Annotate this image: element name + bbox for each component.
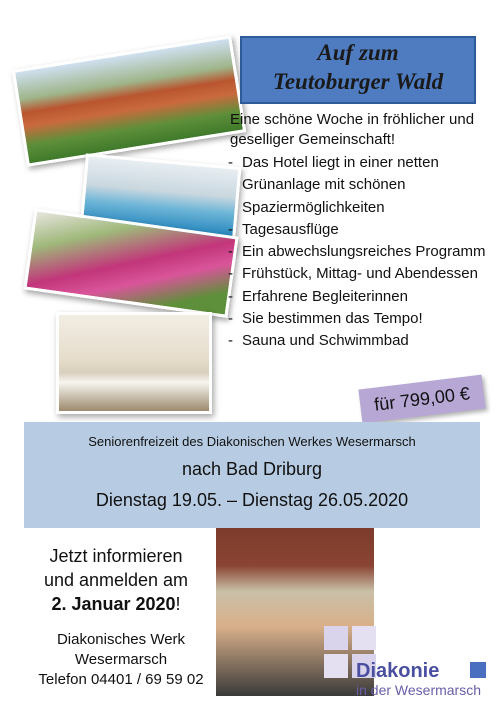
title-line-1: Auf zum	[317, 40, 399, 65]
date-suffix: !	[175, 594, 181, 614]
feature-item: - Ein abwechslungsreiches Programm	[228, 241, 490, 263]
contact-org-2: Wesermarsch	[74, 651, 168, 668]
feature-item: - Das Hotel liegt in einer netten Grünanlage mit schönen Spaziermöglichkeiten	[228, 152, 490, 219]
logo-mark-icon	[470, 662, 486, 678]
logo-name: Diakonie	[356, 660, 440, 682]
event-organizer: Seniorenfreizeit des Diakonischen Werkes Wesermarsch	[88, 434, 416, 449]
intro-text: Eine schöne Woche in fröhlicher und geselliger Gemeinschaft!	[230, 111, 475, 148]
price-tag: für 799,00 €	[358, 375, 485, 424]
cta-line-1: Jetzt informieren	[49, 546, 183, 566]
hotel-exterior-photo	[12, 35, 247, 167]
cta-line-2: und anmelden am	[43, 570, 189, 590]
title-line-2: Teutoburger Wald	[272, 69, 444, 94]
event-band	[24, 422, 480, 528]
event-dates: Dienstag 19.05. – Dienstag 26.05.2020	[95, 490, 409, 510]
contact-phone: Telefon 04401 / 69 59 02	[38, 671, 204, 688]
event-destination: nach Bad Driburg	[181, 459, 323, 479]
feature-item: - Tagesausflüge	[228, 219, 490, 241]
logo-region: in der Wesermarsch	[356, 682, 482, 698]
feature-item: - Frühstück, Mittag- und Abendessen	[228, 263, 490, 285]
contact-block	[10, 630, 232, 690]
feature-item: - Sie bestimmen das Tempo!	[228, 308, 490, 330]
title-banner	[240, 36, 476, 104]
feature-item: - Erfahrene Begleiterinnen	[228, 286, 490, 308]
hotel-room-photo	[56, 312, 212, 414]
feature-item: - Sauna und Schwimmbad	[228, 330, 490, 352]
cta-line-3	[14, 592, 218, 616]
feature-list	[228, 152, 490, 353]
registration-date: 2. Januar 2020	[51, 594, 176, 614]
registration-call	[14, 544, 218, 616]
contact-org-1: Diakonisches Werk	[56, 631, 186, 648]
